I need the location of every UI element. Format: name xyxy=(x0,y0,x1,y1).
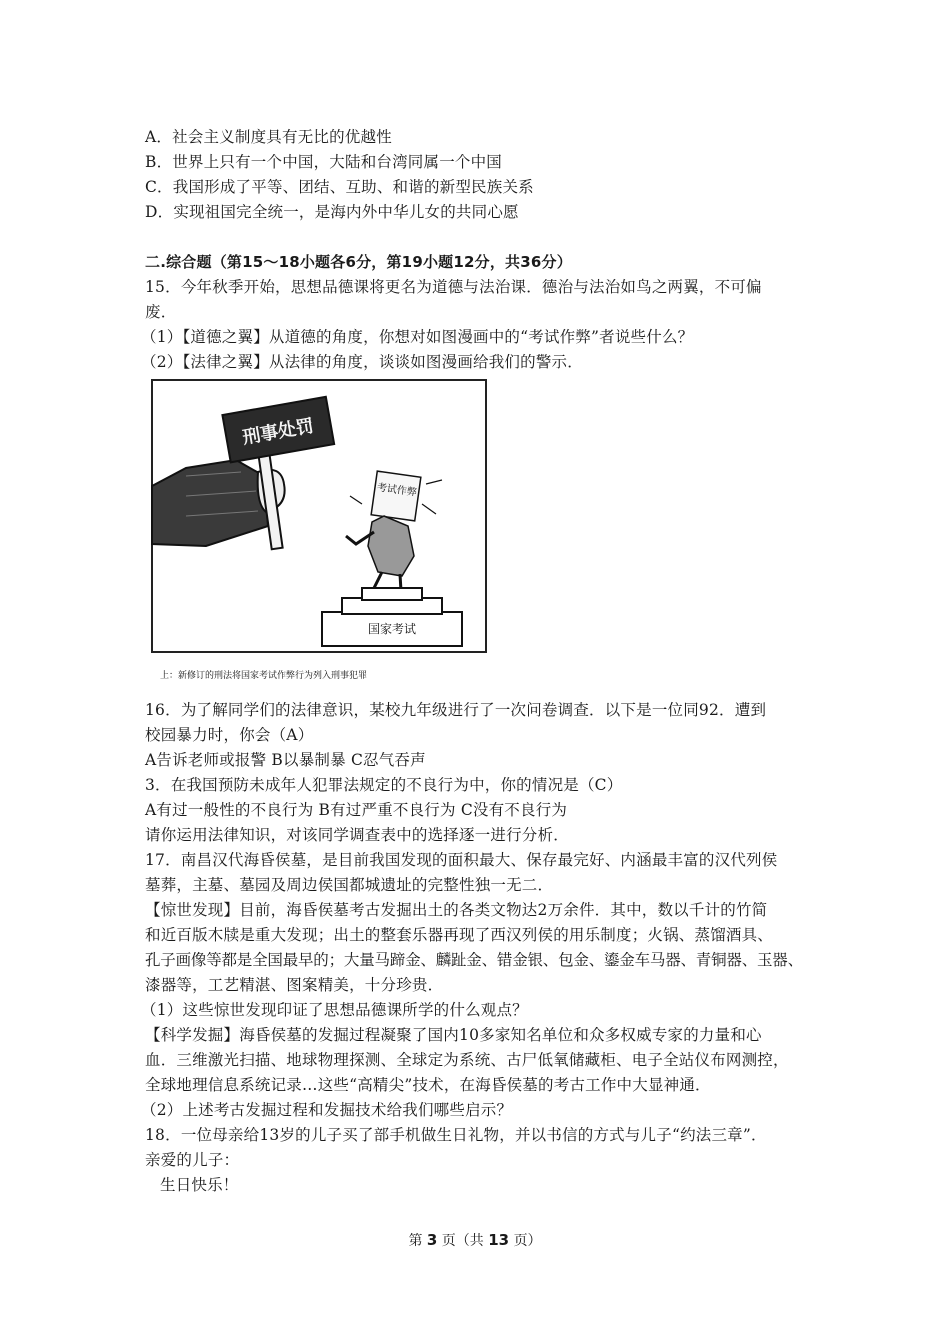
footer-suffix: 页） xyxy=(513,1233,542,1249)
q17-line8: 血．三维激光扫描、地球物理探测、全球定为系统、古尸低氧储藏柜、电子全站仪布网测控， xyxy=(145,1051,789,1069)
q17-line1: 17．南昌汉代海昏侯墓，是目前我国发现的面积最大、保存最完好、内涵最丰富的汉代列侯 xyxy=(145,851,778,869)
q17-sub1: （1）这些惊世发现印证了思想品德课所学的什么观点？ xyxy=(141,1001,528,1019)
option-a: A．社会主义制度具有无比的优越性 xyxy=(145,128,392,146)
q15-stem-line2: 废． xyxy=(145,303,177,321)
option-d: D．实现祖国完全统一，是海内外中华儿女的共同心愿 xyxy=(145,203,519,221)
q15-sub2: （2）【法律之翼】从法律的角度，谈谈如图漫画给我们的警示． xyxy=(141,353,583,371)
footer-middle: 页（共 xyxy=(441,1233,484,1249)
footer-total-pages: 13 xyxy=(488,1231,510,1249)
q17-line7: 【科学发掘】海昏侯墓的发掘过程凝聚了国内10多家知名单位和众多权威专家的力量和心 xyxy=(145,1026,762,1044)
q17-line2: 墓葬，主墓、墓园及周边侯国都城遗址的完整性独一无二． xyxy=(145,876,554,894)
footer-prefix: 第 xyxy=(408,1233,423,1249)
q16-line3: A告诉老师或报警 B以暴制暴 C忍气吞声 xyxy=(145,751,426,769)
q17-line4: 和近百版木牍是重大发现；出土的整套乐器再现了西汉列侯的用乐制度；火锅、蒸馏酒具、 xyxy=(145,926,774,944)
podium-text: 国家考试 xyxy=(367,622,417,636)
q18-line2: 亲爱的儿子： xyxy=(145,1151,240,1169)
q15-stem-line1: 15．今年秋季开始，思想品德课将更名为道德与法治课．德治与法治如鸟之两翼，不可偏 xyxy=(145,278,762,296)
q18-line3: 生日快乐！ xyxy=(160,1176,239,1194)
option-c: C．我国形成了平等、团结、互助、和谐的新型民族关系 xyxy=(145,178,534,196)
exam-cheating-cartoon xyxy=(146,376,490,688)
q16-line5: A有过一般性的不良行为 B有过严重不良行为 C没有不良行为 xyxy=(145,801,568,819)
q17-sub2: （2）上述考古发掘过程和发掘技术给我们哪些启示？ xyxy=(141,1101,513,1119)
q16-line1: 16．为了解同学们的法律意识，某校九年级进行了一次问卷调查．以下是一位同92．遭到 xyxy=(145,701,767,719)
footer-page-number: 3 xyxy=(426,1231,438,1249)
q17-line6: 漆器等，工艺精湛、图案精美，十分珍贵． xyxy=(145,976,444,994)
q16-line2: 校园暴力时，你会（A） xyxy=(145,726,314,744)
q17-line5: 孔子画像等都是全国最早的；大量马蹄金、麟趾金、错金银、包金、鎏金车马器、青铜器、玉器、 xyxy=(145,951,803,969)
section-title: 二.综合题（第15～18小题各6分，第19小题12分，共36分） xyxy=(145,253,572,271)
cartoon-caption: 上：新修订的刑法将国家考试作弊行为列入刑事犯罪 xyxy=(160,671,368,681)
sign-text: 考试作弊 xyxy=(376,482,418,499)
option-b: B．世界上只有一个中国，大陆和台湾同属一个中国 xyxy=(145,153,502,171)
q15-sub1: （1）【道德之翼】从道德的角度，你想对如图漫画中的“考试作弊”者说些什么？ xyxy=(141,328,694,346)
q18-line1: 18．一位母亲给13岁的儿子买了部手机做生日礼物，并以书信的方式与儿子“约法三章”． xyxy=(145,1126,767,1144)
hammer-text: 刑事处罚 xyxy=(240,415,316,449)
q17-line9: 全球地理信息系统记录…这些“高精尖”技术，在海昏侯墓的考古工作中大显神通． xyxy=(145,1076,711,1094)
page-footer xyxy=(0,1230,950,1250)
q17-line3: 【惊世发现】目前，海昏侯墓考古发掘出土的各类文物达2万余件．其中，数以千计的竹简 xyxy=(145,901,768,919)
q16-line4: 3．在我国预防未成年人犯罪法规定的不良行为中，你的情况是（C） xyxy=(145,776,623,794)
q16-line6: 请你运用法律知识，对该同学调查表中的选择逐一进行分析． xyxy=(145,826,569,844)
